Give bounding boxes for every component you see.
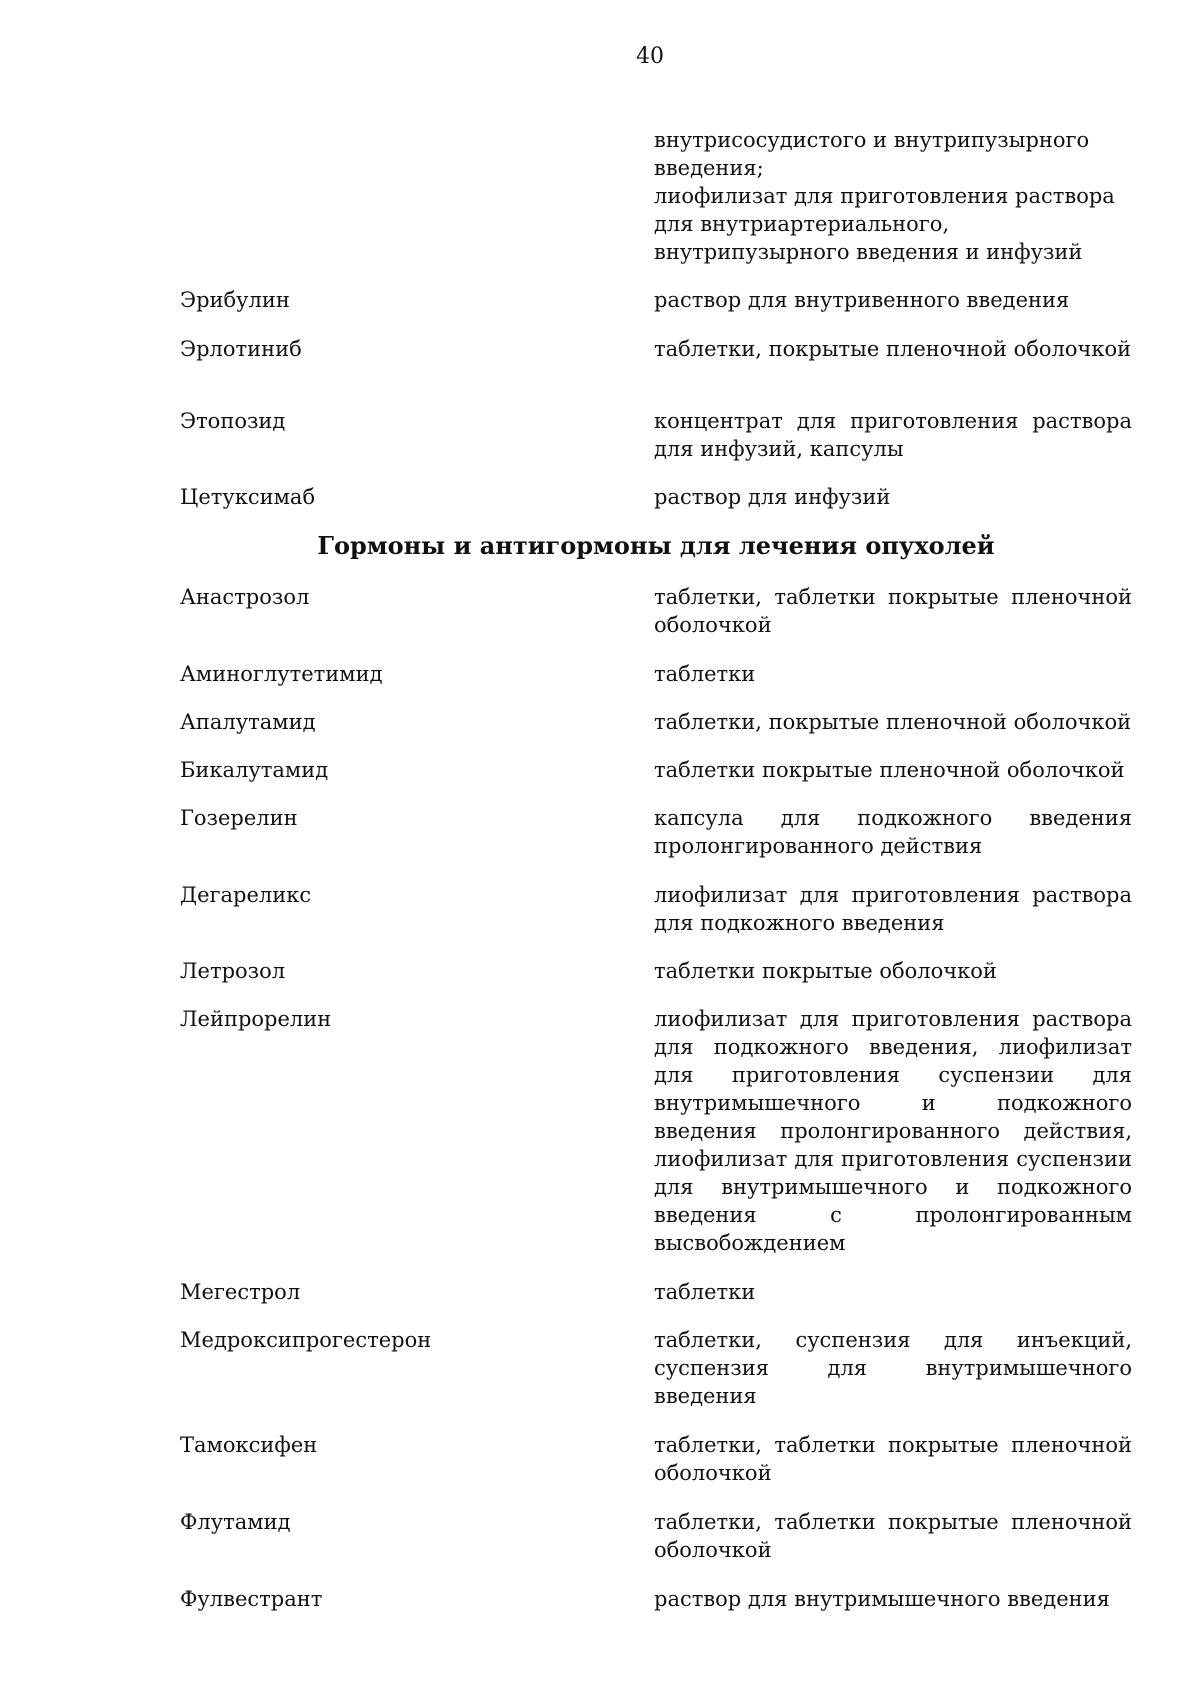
drug-form: таблетки, суспензия для инъекций, суспензия для внутримышечного введения [654, 1328, 1132, 1408]
drug-form: раствор для внутривенного введения [654, 288, 1070, 312]
drug-form: таблетки покрытые оболочкой [654, 959, 997, 983]
table-row [180, 407, 1132, 463]
drug-name: Эрибулин [180, 288, 290, 312]
drug-form: таблетки [654, 662, 756, 686]
table-row [180, 660, 1132, 688]
drug-form: внутрисосудистого и внутрипузырного введения; лиофилизат для приготовления раствора для внутриартериального, внутрипузырного введения и инфузий [654, 128, 1115, 264]
drug-form: лиофилизат для приготовления раствора для подкожного введения, лиофилизат для приготовления суспензии для внутримышечного и подкожного введения пролонгированного действия, лиофилизат для приготовления суспензии для внутримышечного и подкожного введения с пролонгированным высвобождением [654, 1007, 1132, 1255]
drug-form: концентрат для приготовления раствора для инфузий, капсулы [654, 409, 1132, 461]
drug-form: таблетки покрытые пленочной оболочкой [654, 758, 1125, 782]
table-row [180, 804, 1132, 860]
page-number: 40 [636, 44, 664, 69]
drug-name: Этопозид [180, 409, 286, 433]
drug-name: Тамоксифен [180, 1433, 318, 1457]
drug-form: таблетки, таблетки покрытые пленочной оболочкой [654, 1433, 1132, 1485]
drug-name: Мегестрол [180, 1280, 301, 1304]
drug-form: капсула для подкожного введения пролонгированного действия [654, 806, 1132, 858]
table-row [180, 1508, 1132, 1564]
table-row [180, 708, 1132, 736]
drug-name: Гозерелин [180, 806, 298, 830]
drug-form: раствор для инфузий [654, 485, 891, 509]
drug-name: Медроксипрогестерон [180, 1328, 432, 1352]
table-row [180, 126, 1132, 266]
drug-name: Летрозол [180, 959, 286, 983]
table-row [180, 1005, 1132, 1257]
drug-form: таблетки, покрытые пленочной оболочкой [654, 337, 1132, 361]
table-row [180, 286, 1132, 314]
drug-name: Фулвестрант [180, 1587, 323, 1611]
drug-name: Лейпрорелин [180, 1007, 332, 1031]
table-row [180, 483, 1132, 511]
drug-name: Бикалутамид [180, 758, 329, 782]
drug-form: таблетки [654, 1280, 756, 1304]
drug-form: таблетки, покрытые пленочной оболочкой [654, 710, 1132, 734]
table-row [180, 1326, 1132, 1410]
drug-form: лиофилизат для приготовления раствора для подкожного введения [654, 883, 1132, 935]
drug-name: Цетуксимаб [180, 485, 316, 509]
drug-form: таблетки, таблетки покрытые пленочной оболочкой [654, 1510, 1132, 1562]
table-row [180, 881, 1132, 937]
drug-name: Анастрозол [180, 585, 310, 609]
table-row [180, 335, 1132, 363]
drug-name: Флутамид [180, 1510, 291, 1534]
drug-form: раствор для внутримышечного введения [654, 1587, 1110, 1611]
drug-form: таблетки, таблетки покрытые пленочной оболочкой [654, 585, 1132, 637]
table-row [180, 583, 1132, 639]
table-row [180, 756, 1132, 784]
table-row [180, 1585, 1132, 1613]
drug-name: Аминоглутетимид [180, 662, 383, 686]
drug-name: Дегареликс [180, 883, 312, 907]
table-row [180, 1431, 1132, 1487]
drug-name: Эрлотиниб [180, 337, 302, 361]
table-row [180, 1278, 1132, 1306]
drug-name: Апалутамид [180, 710, 316, 734]
section-heading: Гормоны и антигормоны для лечения опухолей [317, 531, 995, 560]
table-row [180, 957, 1132, 985]
drug-list [180, 126, 1132, 1613]
